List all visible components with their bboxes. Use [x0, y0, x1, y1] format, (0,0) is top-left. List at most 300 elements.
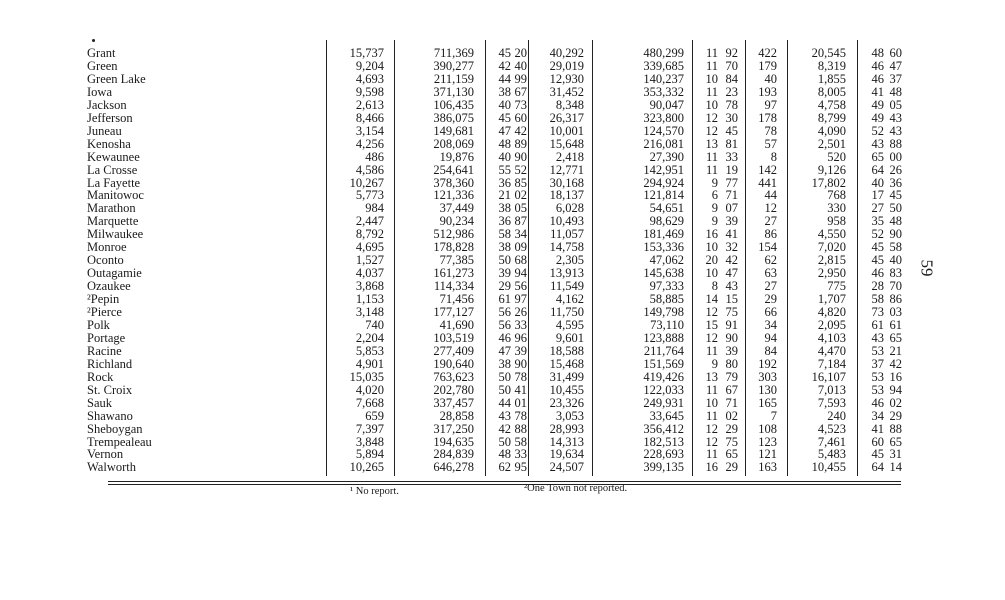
table-bottom-rule — [108, 484, 901, 485]
county-name: St. Croix — [87, 383, 133, 397]
cell-c2: 284,839 — [433, 447, 474, 462]
cell-c7: 193 — [758, 84, 777, 99]
cell-c8: 4,090 — [817, 123, 846, 138]
cell-c1: 4,693 — [355, 71, 384, 86]
cell-c6b: 84 — [725, 71, 738, 86]
cell-c1: 2,204 — [355, 330, 384, 345]
cell-c6a: 9 — [711, 201, 718, 216]
cell-c4: 28,993 — [549, 421, 584, 436]
cell-c6b: 91 — [725, 317, 738, 332]
cell-c4: 18,137 — [549, 188, 584, 203]
cell-c2: 121,336 — [433, 188, 474, 203]
cell-c1: 7,668 — [355, 395, 384, 410]
cell-c9b: 31 — [889, 447, 902, 462]
cell-c9b: 37 — [889, 71, 902, 86]
cell-c7: 441 — [758, 175, 777, 190]
cell-c6b: 81 — [725, 136, 738, 151]
cell-c8: 9,126 — [817, 162, 846, 177]
cell-c2: 177,127 — [433, 305, 474, 319]
cell-c8: 2,815 — [817, 253, 846, 268]
cell-c1: 3,148 — [355, 305, 384, 319]
cell-c3a: 42 — [498, 58, 511, 73]
cell-c2: 386,075 — [433, 110, 474, 125]
cell-c9a: 49 — [871, 97, 884, 112]
cell-c3b: 99 — [514, 71, 527, 86]
cell-c3b: 42 — [514, 123, 527, 138]
cell-c9a: 53 — [871, 382, 884, 397]
cell-c6b: 43 — [725, 279, 738, 294]
cell-c7: 192 — [758, 356, 777, 371]
table-row — [0, 410, 1005, 423]
cell-c8: 4,523 — [817, 421, 846, 436]
cell-c3a: 50 — [498, 434, 511, 449]
cell-c2: 277,409 — [433, 343, 474, 358]
cell-c9a: 45 — [871, 447, 884, 462]
cell-c6b: 32 — [725, 240, 738, 255]
cell-c4: 10,493 — [549, 214, 584, 229]
cell-c3a: 43 — [498, 408, 511, 423]
county-name: Iowa — [87, 85, 112, 99]
cell-c6a: 11 — [705, 58, 718, 73]
cell-c3a: 40 — [498, 97, 511, 112]
cell-c3b: 87 — [514, 214, 527, 229]
cell-c7: 12 — [764, 201, 777, 216]
cell-c3b: 33 — [514, 447, 527, 462]
table-row — [0, 371, 1005, 384]
cell-c5: 140,237 — [643, 71, 684, 86]
table-row — [0, 332, 1005, 345]
table-row — [0, 461, 1005, 474]
cell-c7: 179 — [758, 58, 777, 73]
county-name: Jackson — [87, 98, 127, 112]
cell-c7: 178 — [758, 110, 777, 125]
cell-c6b: 78 — [725, 97, 738, 112]
cell-c5: 419,426 — [643, 369, 684, 384]
cell-c2: 114,334 — [433, 279, 474, 294]
cell-c1: 659 — [365, 408, 384, 423]
cell-c2: 103,519 — [433, 330, 474, 345]
cell-c2: 28,858 — [439, 408, 474, 423]
cell-c5: 151,569 — [643, 356, 684, 371]
cell-c2: 19,876 — [439, 149, 474, 164]
cell-c6a: 15 — [705, 317, 718, 332]
cell-c6a: 11 — [705, 162, 718, 177]
cell-c4: 29,019 — [549, 58, 584, 73]
cell-c9a: 48 — [871, 46, 884, 60]
cell-c1: 3,868 — [355, 279, 384, 294]
cell-c6b: 39 — [725, 343, 738, 358]
cell-c4: 10,001 — [549, 123, 584, 138]
cell-c3a: 55 — [498, 162, 511, 177]
cell-c4: 31,452 — [549, 84, 584, 99]
cell-c2: 337,457 — [433, 395, 474, 410]
cell-c6b: 75 — [725, 434, 738, 449]
cell-c3b: 09 — [514, 240, 527, 255]
county-name: Portage — [87, 331, 126, 345]
cell-c3b: 85 — [514, 175, 527, 190]
cell-c9b: 88 — [889, 136, 902, 151]
cell-c9a: 53 — [871, 343, 884, 358]
cell-c6a: 16 — [705, 227, 718, 242]
cell-c3b: 73 — [514, 97, 527, 112]
cell-c1: 2,447 — [355, 214, 384, 229]
cell-c1: 4,901 — [355, 356, 384, 371]
cell-c3a: 45 — [498, 46, 511, 60]
cell-c9a: 37 — [871, 356, 884, 371]
cell-c1: 5,853 — [355, 343, 384, 358]
cell-c4: 14,313 — [549, 434, 584, 449]
cell-c3b: 78 — [514, 369, 527, 384]
cell-c6b: 33 — [725, 149, 738, 164]
cell-c5: 399,135 — [643, 460, 684, 475]
cell-c9b: 61 — [889, 317, 902, 332]
cell-c6b: 19 — [725, 162, 738, 177]
cell-c8: 7,461 — [817, 434, 846, 449]
cell-c3a: 58 — [498, 227, 511, 242]
cell-c3a: 29 — [498, 279, 511, 294]
county-name: Sheboygan — [87, 422, 143, 436]
cell-c1: 9,204 — [355, 58, 384, 73]
cell-c5: 90,047 — [649, 97, 684, 112]
table-row — [0, 112, 1005, 125]
cell-c5: 294,924 — [643, 175, 684, 190]
cell-c3a: 44 — [498, 395, 511, 410]
cell-c3a: 40 — [498, 149, 511, 164]
cell-c7: 121 — [758, 447, 777, 462]
county-name: La Crosse — [87, 163, 138, 177]
cell-c7: 154 — [758, 240, 777, 255]
cell-c9b: 05 — [889, 97, 902, 112]
cell-c8: 7,013 — [817, 382, 846, 397]
cell-c8: 8,799 — [817, 110, 846, 125]
cell-c9a: 52 — [871, 123, 884, 138]
cell-c9b: 83 — [889, 266, 902, 281]
cell-c5: 33,645 — [649, 408, 684, 423]
cell-c8: 16,107 — [811, 369, 846, 384]
cell-c4: 3,053 — [555, 408, 584, 423]
cell-c3b: 90 — [514, 356, 527, 371]
cell-c4: 15,468 — [549, 356, 584, 371]
cell-c2: 512,986 — [433, 227, 474, 242]
cell-c1: 5,894 — [355, 447, 384, 462]
cell-c3b: 34 — [514, 227, 527, 242]
cell-c2: 711,369 — [433, 46, 474, 60]
cell-c6b: 70 — [725, 58, 738, 73]
cell-c7: 29 — [764, 292, 777, 307]
cell-c3a: 36 — [498, 214, 511, 229]
cell-c1: 2,613 — [355, 97, 384, 112]
cell-c3b: 60 — [514, 110, 527, 125]
cell-c5: 123,888 — [643, 330, 684, 345]
cell-c8: 4,470 — [817, 343, 846, 358]
county-name: Manitowoc — [87, 189, 144, 203]
cell-c7: 40 — [764, 71, 777, 86]
cell-c4: 24,507 — [549, 460, 584, 475]
cell-c3b: 78 — [514, 408, 527, 423]
cell-c5: 58,885 — [649, 292, 684, 307]
cell-c8: 775 — [827, 279, 846, 294]
county-name: La Fayette — [87, 176, 141, 190]
cell-c6b: 75 — [725, 305, 738, 319]
cell-c3a: 38 — [498, 240, 511, 255]
cell-c1: 10,267 — [349, 175, 384, 190]
cell-c3b: 97 — [514, 292, 527, 307]
cell-c9a: 41 — [871, 84, 884, 99]
cell-c6a: 11 — [705, 447, 718, 462]
cell-c9a: 65 — [871, 149, 884, 164]
cell-c3a: 39 — [498, 266, 511, 281]
cell-c3b: 89 — [514, 136, 527, 151]
cell-c8: 4,550 — [817, 227, 846, 242]
county-name: Jefferson — [87, 111, 133, 125]
cell-c3a: 38 — [498, 84, 511, 99]
county-name: Kewaunee — [87, 150, 140, 164]
cell-c7: 130 — [758, 382, 777, 397]
cell-c3b: 96 — [514, 330, 527, 345]
cell-c3a: 42 — [498, 421, 511, 436]
cell-c4: 31,499 — [549, 369, 584, 384]
cell-c3a: 48 — [498, 447, 511, 462]
cell-c7: 63 — [764, 266, 777, 281]
cell-c9b: 48 — [889, 214, 902, 229]
cell-c6a: 12 — [705, 305, 718, 319]
cell-c6b: 80 — [725, 356, 738, 371]
cell-c6b: 71 — [725, 395, 738, 410]
cell-c5: 211,764 — [643, 343, 684, 358]
cell-c6b: 39 — [725, 214, 738, 229]
cell-c2: 149,681 — [433, 123, 474, 138]
cell-c2: 190,640 — [433, 356, 474, 371]
cell-c5: 228,693 — [643, 447, 684, 462]
cell-c6a: 11 — [705, 46, 718, 60]
cell-c1: 10,265 — [349, 460, 384, 475]
cell-c2: 90,234 — [439, 214, 474, 229]
footnote-no-report: ¹ No report. — [350, 486, 399, 497]
cell-c5: 27,390 — [649, 149, 684, 164]
cell-c6a: 14 — [705, 292, 718, 307]
county-name: Juneau — [87, 124, 122, 138]
cell-c1: 15,737 — [349, 46, 384, 60]
cell-c3a: 47 — [498, 123, 511, 138]
cell-c3a: 50 — [498, 382, 511, 397]
cell-c8: 1,855 — [817, 71, 846, 86]
cell-c9a: 41 — [871, 421, 884, 436]
cell-c1: 4,020 — [355, 382, 384, 397]
county-name: Trempealeau — [87, 435, 152, 449]
cell-c6a: 6 — [711, 188, 718, 203]
cell-c6b: 29 — [725, 421, 738, 436]
cell-c3a: 44 — [498, 71, 511, 86]
cell-c9b: 65 — [889, 330, 902, 345]
cell-c3b: 05 — [514, 201, 527, 216]
cell-c9a: 60 — [871, 434, 884, 449]
county-name: Rock — [87, 370, 114, 384]
table-row — [0, 423, 1005, 436]
cell-c2: 646,278 — [433, 460, 474, 475]
cell-c9a: 34 — [871, 408, 884, 423]
cell-c8: 240 — [827, 408, 846, 423]
cell-c8: 4,758 — [817, 97, 846, 112]
county-name: Sauk — [87, 396, 112, 410]
cell-c4: 4,162 — [555, 292, 584, 307]
cell-c5: 353,332 — [643, 84, 684, 99]
cell-c6b: 07 — [725, 201, 738, 216]
cell-c9b: 14 — [889, 460, 902, 475]
cell-c9a: 52 — [871, 227, 884, 242]
cell-c1: 1,153 — [355, 292, 384, 307]
cell-c6a: 10 — [705, 71, 718, 86]
cell-c5: 323,800 — [643, 110, 684, 125]
cell-c2: 161,273 — [433, 266, 474, 281]
cell-c1: 4,586 — [355, 162, 384, 177]
cell-c9a: 45 — [871, 253, 884, 268]
cell-c4: 2,305 — [555, 253, 584, 268]
cell-c2: 106,435 — [433, 97, 474, 112]
cell-c3b: 90 — [514, 149, 527, 164]
cell-c7: 142 — [758, 162, 777, 177]
cell-c5: 182,513 — [643, 434, 684, 449]
cell-c2: 317,250 — [433, 421, 474, 436]
cell-c5: 145,638 — [643, 266, 684, 281]
cell-c3b: 20 — [514, 46, 527, 60]
table-row — [0, 73, 1005, 86]
cell-c7: 78 — [764, 123, 777, 138]
cell-c9b: 47 — [889, 58, 902, 73]
county-name: Racine — [87, 344, 122, 358]
table-row — [0, 138, 1005, 151]
cell-c2: 77,385 — [439, 253, 474, 268]
cell-c4: 8,348 — [555, 97, 584, 112]
cell-c5: 480,299 — [643, 46, 684, 60]
cell-c7: 62 — [764, 253, 777, 268]
cell-c8: 4,820 — [817, 305, 846, 319]
cell-c6a: 9 — [711, 175, 718, 190]
cell-c2: 211,159 — [433, 71, 474, 86]
cell-c2: 71,456 — [439, 292, 474, 307]
cell-c4: 13,913 — [549, 266, 584, 281]
cell-c3a: 50 — [498, 369, 511, 384]
cell-c8: 958 — [827, 214, 846, 229]
county-name: Milwaukee — [87, 228, 144, 242]
cell-c6b: 65 — [725, 447, 738, 462]
cell-c9b: 43 — [889, 110, 902, 125]
cell-c3b: 94 — [514, 266, 527, 281]
cell-c9a: 40 — [871, 175, 884, 190]
cell-c9a: 53 — [871, 369, 884, 384]
cell-c3a: 62 — [498, 460, 511, 475]
cell-c9b: 90 — [889, 227, 902, 242]
county-name: Polk — [87, 318, 110, 332]
cell-c1: 984 — [365, 201, 384, 216]
cell-c9b: 48 — [889, 84, 902, 99]
cell-c5: 121,814 — [643, 188, 684, 203]
cell-c2: 202,780 — [433, 382, 474, 397]
cell-c6b: 45 — [725, 123, 738, 138]
cell-c9b: 94 — [889, 382, 902, 397]
cell-c6a: 11 — [705, 84, 718, 99]
cell-c9b: 21 — [889, 343, 902, 358]
county-name: ²Pierce — [87, 306, 122, 319]
cell-c3b: 39 — [514, 343, 527, 358]
cell-c3b: 95 — [514, 460, 527, 475]
cell-c1: 4,695 — [355, 240, 384, 255]
cell-c9a: 43 — [871, 330, 884, 345]
cell-c4: 6,028 — [555, 201, 584, 216]
cell-c5: 122,033 — [643, 382, 684, 397]
cell-c8: 20,545 — [811, 46, 846, 60]
county-name: Kenosha — [87, 137, 131, 151]
cell-c7: 422 — [758, 46, 777, 60]
cell-c6a: 12 — [705, 421, 718, 436]
cell-c3b: 88 — [514, 421, 527, 436]
cell-c6a: 11 — [705, 149, 718, 164]
cell-c3a: 48 — [498, 136, 511, 151]
cell-c6a: 12 — [705, 110, 718, 125]
cell-c1: 4,256 — [355, 136, 384, 151]
cell-c6b: 77 — [725, 175, 738, 190]
cell-c6a: 10 — [705, 97, 718, 112]
cell-c9b: 50 — [889, 201, 902, 216]
cell-c9b: 40 — [889, 253, 902, 268]
cell-c3b: 68 — [514, 253, 527, 268]
cell-c9a: 46 — [871, 58, 884, 73]
table-row — [0, 99, 1005, 112]
cell-c6b: 71 — [725, 188, 738, 203]
footnote-one-town: ²One Town not reported. — [524, 483, 628, 494]
page-number: 59 — [917, 259, 937, 277]
cell-c9a: 46 — [871, 266, 884, 281]
cell-c5: 149,798 — [643, 305, 684, 319]
cell-c2: 41,690 — [439, 317, 474, 332]
cell-c9b: 65 — [889, 434, 902, 449]
cell-c6a: 20 — [705, 253, 718, 268]
cell-c9a: 43 — [871, 136, 884, 151]
cell-c9b: 29 — [889, 408, 902, 423]
cell-c4: 18,588 — [549, 343, 584, 358]
cell-c7: 8 — [770, 149, 777, 164]
cell-c7: 165 — [758, 395, 777, 410]
cell-c6a: 10 — [705, 266, 718, 281]
cell-c3b: 67 — [514, 84, 527, 99]
cell-c3a: 56 — [498, 305, 511, 319]
cell-c2: 390,277 — [433, 58, 474, 73]
cell-c3b: 56 — [514, 279, 527, 294]
cell-c8: 768 — [827, 188, 846, 203]
cell-c5: 216,081 — [643, 136, 684, 151]
cell-c9b: 60 — [889, 46, 902, 60]
cell-c4: 23,326 — [549, 395, 584, 410]
cell-c8: 5,483 — [817, 447, 846, 462]
cell-c6b: 30 — [725, 110, 738, 125]
cell-c3a: 38 — [498, 201, 511, 216]
cell-c7: 86 — [764, 227, 777, 242]
cell-c1: 3,848 — [355, 434, 384, 449]
cell-c2: 378,360 — [433, 175, 474, 190]
cell-c4: 14,758 — [549, 240, 584, 255]
cell-c9b: 26 — [889, 162, 902, 177]
cell-c4: 11,057 — [550, 227, 584, 242]
county-name: Green Lake — [87, 72, 146, 86]
cell-c9a: 46 — [871, 395, 884, 410]
cell-c3a: 47 — [498, 343, 511, 358]
cell-c1: 9,598 — [355, 84, 384, 99]
cell-c6a: 9 — [711, 214, 718, 229]
cell-c9b: 45 — [889, 188, 902, 203]
cell-c4: 9,601 — [555, 330, 584, 345]
county-name: Vernon — [87, 448, 124, 462]
cell-c6a: 12 — [705, 330, 718, 345]
cell-c4: 10,455 — [549, 382, 584, 397]
